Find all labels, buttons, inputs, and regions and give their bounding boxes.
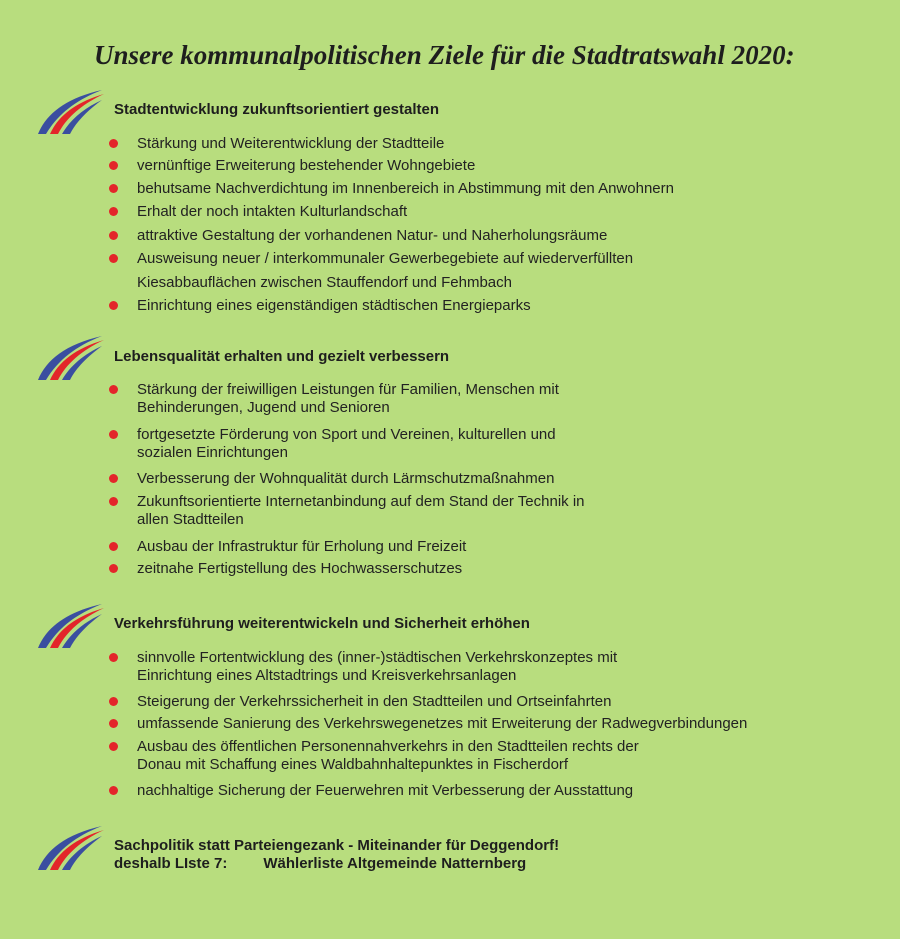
red-dot-icon xyxy=(109,564,118,573)
red-dot-icon xyxy=(109,542,118,551)
red-dot-icon xyxy=(109,742,118,751)
list-item: Verbesserung der Wohnqualität durch Lärmschutzmaßnahmen xyxy=(137,470,554,488)
red-dot-icon xyxy=(109,430,118,439)
page-title: Unsere kommunalpolitischen Ziele für die Stadtratswahl 2020: xyxy=(94,40,795,70)
list-item: zeitnahe Fertigstellung des Hochwasserschutzes xyxy=(137,560,462,578)
list-item: sinnvolle Fortentwicklung des (inner-)städtischen Verkehrskonzeptes mit Einrichtung eines Altstadtrings und Kreisverkehrsanlagen xyxy=(137,649,617,685)
liste-prefix: deshalb LIste 7: xyxy=(114,855,228,872)
liste-name: Wählerliste Altgemeinde Natternberg xyxy=(263,855,527,872)
red-dot-icon xyxy=(109,719,118,728)
list-item: Ausbau des öffentlichen Personennahverkehrs in den Stadtteilen rechts der Donau mit Schaffung eines Waldbahnhaltepunktes in Fischerdorf xyxy=(137,738,639,774)
red-dot-icon xyxy=(109,254,118,263)
list-item: attraktive Gestaltung der vorhandenen Natur- und Naherholungsräume xyxy=(137,227,607,245)
swoosh-logo-icon xyxy=(36,334,106,382)
list-item-continuation: Kiesabbauflächen zwischen Stauffendorf und Fehmbach xyxy=(137,274,512,291)
list-item: Erhalt der noch intakten Kulturlandschaft xyxy=(137,203,407,221)
list-item: Ausbau der Infrastruktur für Erholung und Freizeit xyxy=(137,538,466,556)
red-dot-icon xyxy=(109,786,118,795)
red-dot-icon xyxy=(109,385,118,394)
list-item: Ausweisung neuer / interkommunaler Gewerbegebiete auf wiederverfüllten xyxy=(137,250,633,268)
section-heading-lebensqualitaet: Lebensqualität erhalten und gezielt verbessern xyxy=(114,348,450,365)
red-dot-icon xyxy=(109,231,118,240)
red-dot-icon xyxy=(109,653,118,662)
red-dot-icon xyxy=(109,139,118,148)
red-dot-icon xyxy=(109,697,118,706)
red-dot-icon xyxy=(109,207,118,216)
list-item: behutsame Nachverdichtung im Innenbereich in Abstimmung mit den Anwohnern xyxy=(137,180,674,198)
red-dot-icon xyxy=(109,474,118,483)
list-item: fortgesetzte Förderung von Sport und Vereinen, kulturellen und sozialen Einrichtungen xyxy=(137,426,556,462)
list-item: nachhaltige Sicherung der Feuerwehren mit Verbesserung der Ausstattung xyxy=(137,782,633,800)
list-item: Steigerung der Verkehrssicherheit in den Stadtteilen und Ortseinfahrten xyxy=(137,693,611,711)
red-dot-icon xyxy=(109,161,118,170)
red-dot-icon xyxy=(109,497,118,506)
list-item: umfassende Sanierung des Verkehrswegenetzes mit Erweiterung der Radwegverbindungen xyxy=(137,715,747,733)
swoosh-logo-icon xyxy=(36,824,106,872)
red-dot-icon xyxy=(109,301,118,310)
list-item: Zukunftsorientierte Internetanbindung auf dem Stand der Technik in allen Stadtteilen xyxy=(137,493,585,529)
section-heading-stadtentwicklung: Stadtentwicklung zukunftsorientiert gestalten xyxy=(114,101,440,118)
footer-slogan: Sachpolitik statt Parteiengezank - Miteinander für Deggendorf! xyxy=(114,837,560,854)
swoosh-logo-icon xyxy=(36,88,106,136)
swoosh-logo-icon xyxy=(36,602,106,650)
red-dot-icon xyxy=(109,184,118,193)
list-item: vernünftige Erweiterung bestehender Wohngebiete xyxy=(137,157,475,175)
list-item: Stärkung und Weiterentwicklung der Stadtteile xyxy=(137,135,444,153)
footer-liste xyxy=(114,855,526,873)
section-heading-verkehr: Verkehrsführung weiterentwickeln und Sicherheit erhöhen xyxy=(114,615,530,632)
list-item: Stärkung der freiwilligen Leistungen für Familien, Menschen mit Behinderungen, Jugend und Senioren xyxy=(137,381,559,417)
list-item: Einrichtung eines eigenständigen städtischen Energieparks xyxy=(137,297,531,315)
